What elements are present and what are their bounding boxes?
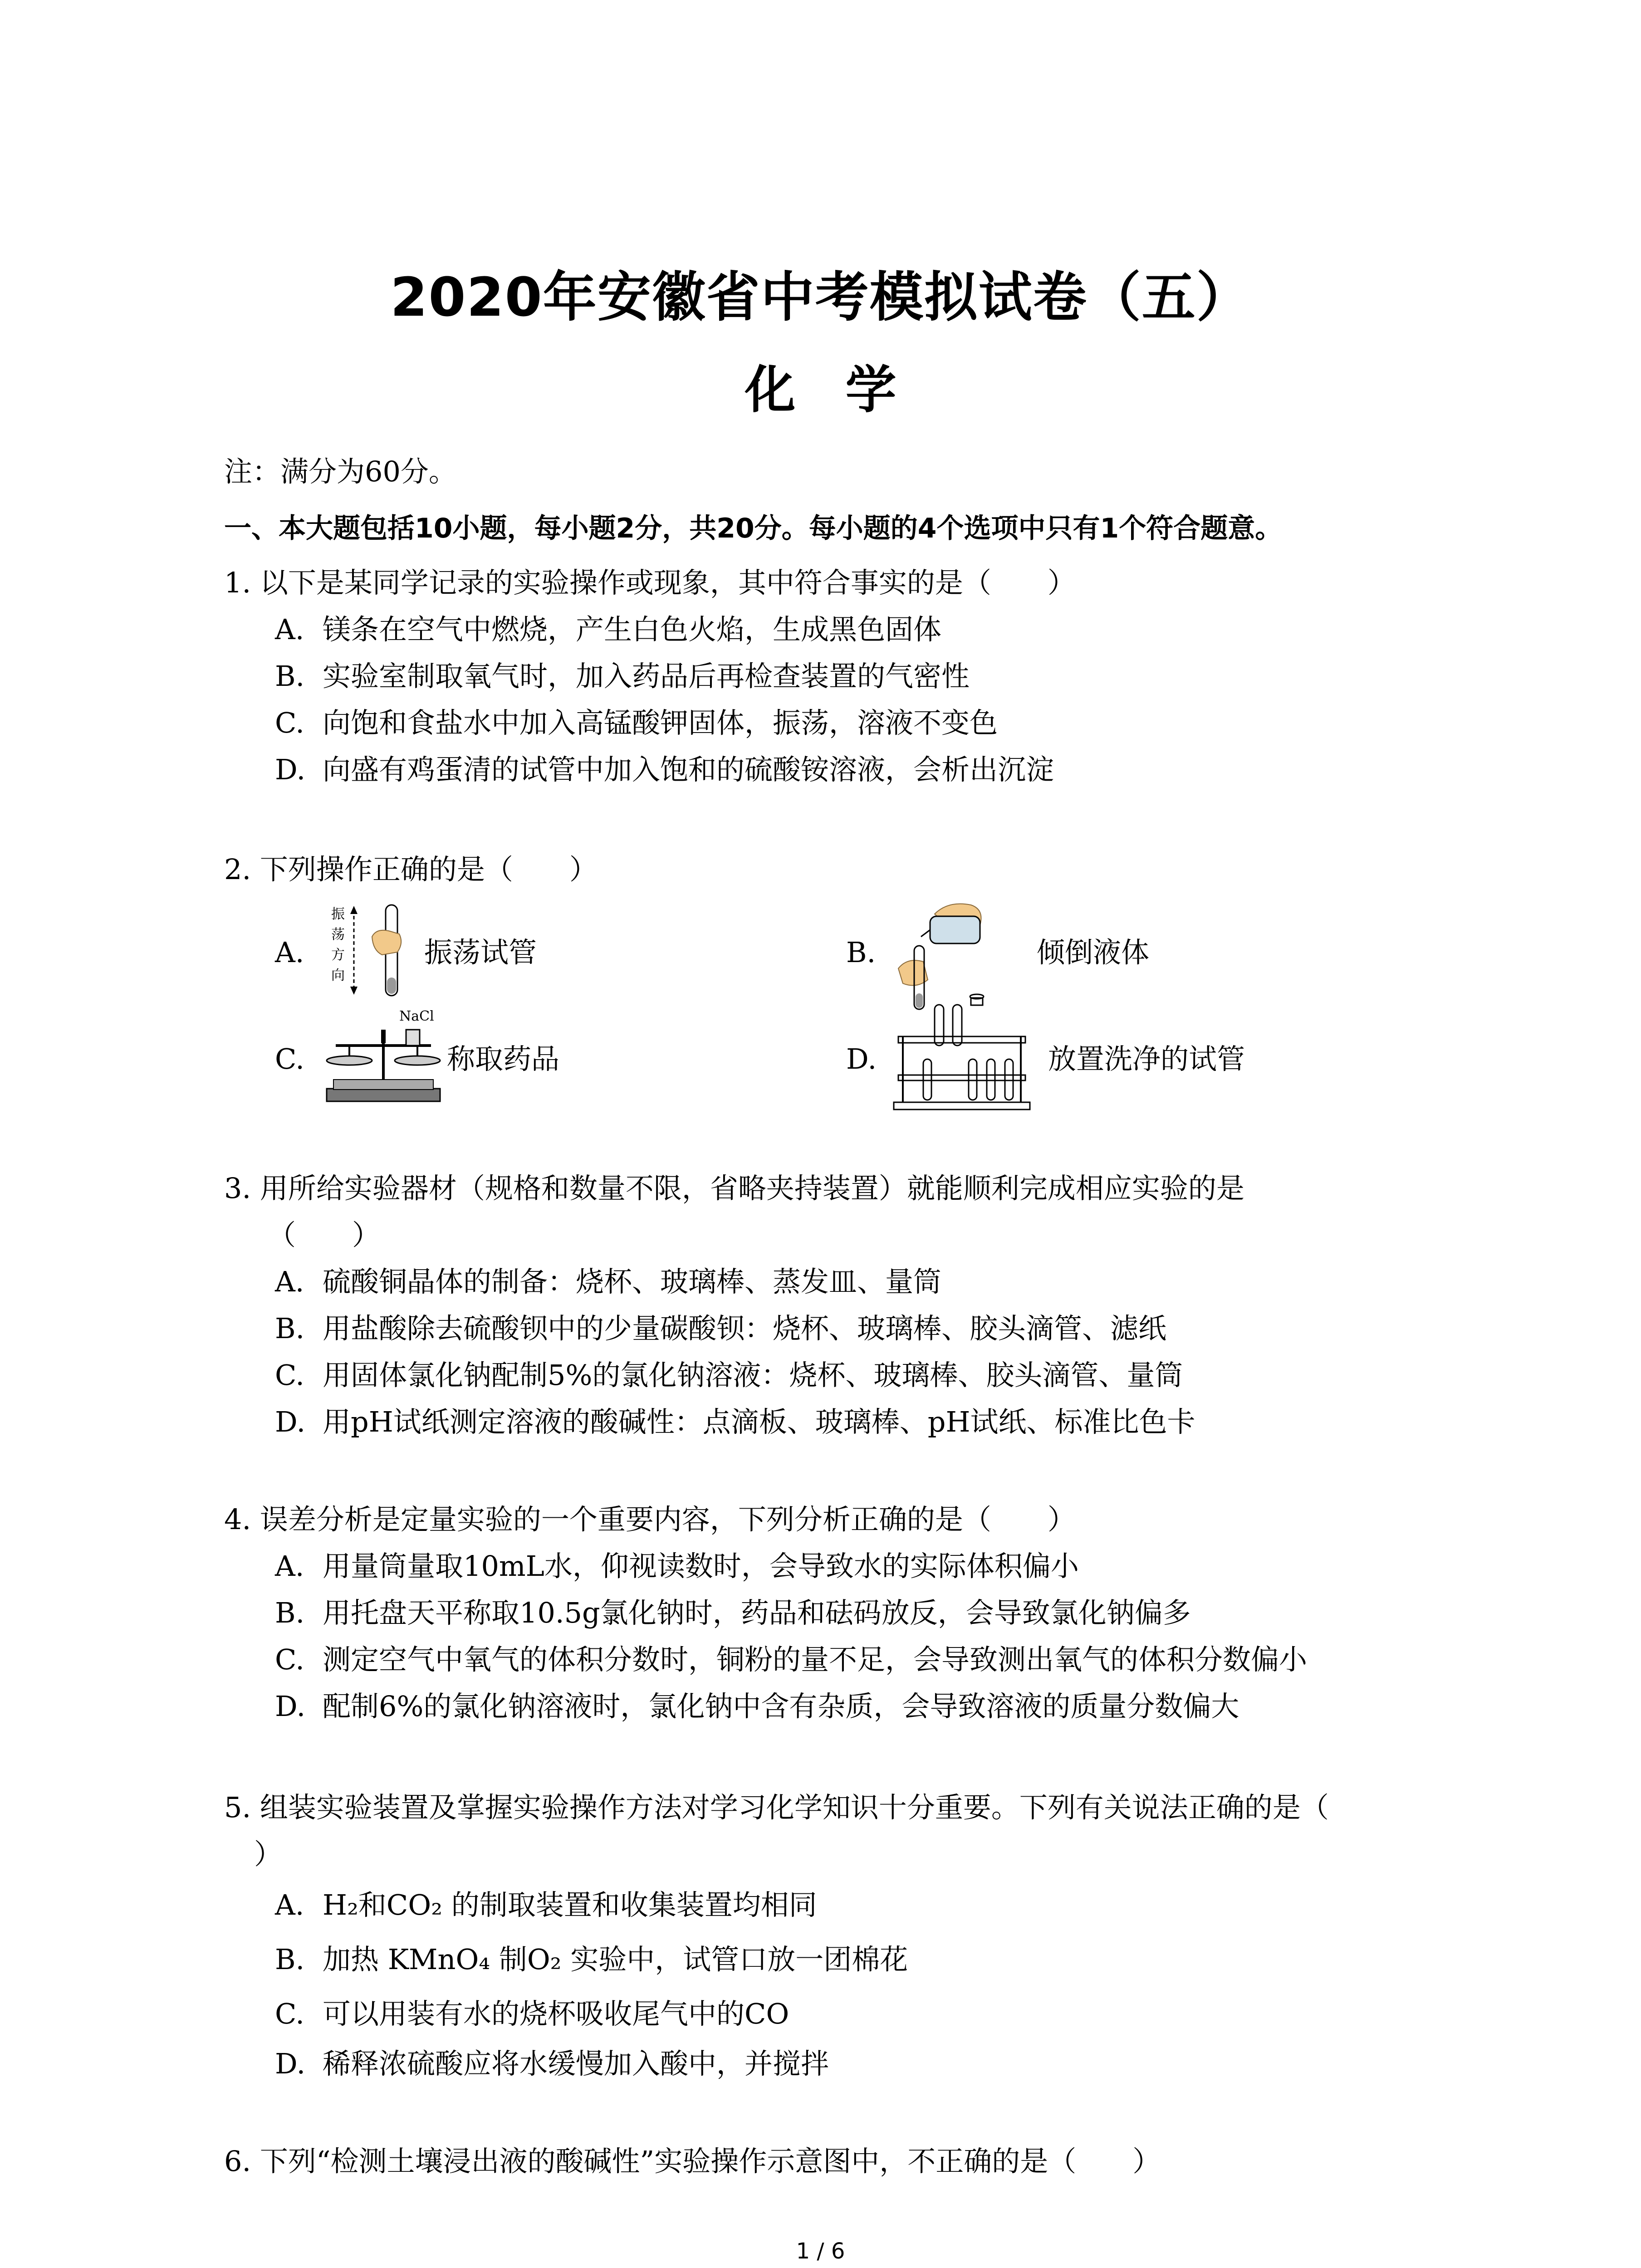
option-letter: A.: [275, 1549, 304, 1583]
option-text: 实验室制取氧气时，加入药品后再检查装置的气密性: [323, 660, 970, 693]
option-letter: A.: [275, 1888, 304, 1921]
fig-a-label-2: 荡: [331, 927, 345, 943]
option-text: 加热 KMnO₄ 制O₂ 实验中，试管口放一团棉花: [323, 1943, 908, 1976]
question-4-option-c: [275, 1642, 1307, 1678]
question-5-stem-cont: ）: [254, 1838, 283, 1871]
option-letter: C.: [275, 1359, 304, 1392]
option-text: 稀释浓硫酸应将水缓慢加入酸中，并搅拌: [323, 2047, 829, 2080]
question-3-stem: 3. 用所给实验器材（规格和数量不限，省略夹持装置）就能顺利完成相应实验的是: [224, 1172, 1244, 1205]
score-note: 注：满分为60分。: [224, 455, 457, 488]
option-letter: C.: [275, 706, 304, 739]
option-text: 向饱和食盐水中加入高锰酸钾固体，振荡，溶液不变色: [323, 706, 998, 739]
option-text: 用盐酸除去硫酸钡中的少量碳酸钡：烧杯、玻璃棒、胶头滴管、滤纸: [323, 1312, 1167, 1345]
question-2-option-a-text: 振荡试管: [424, 936, 537, 969]
exam-title: 2020年安徽省中考模拟试卷（五）: [390, 266, 1251, 328]
fig-a-label-3: 方: [331, 947, 345, 963]
test-tube-rack-figure: [889, 996, 1039, 1114]
option-letter: C.: [275, 1997, 304, 2030]
option-letter: D.: [275, 1405, 306, 1438]
question-1-option-c: [275, 705, 998, 741]
option-text: 可以用装有水的烧杯吸收尾气中的CO: [323, 1997, 789, 2030]
question-1-stem: 1. 以下是某同学记录的实验操作或现象，其中符合事实的是（ ）: [224, 566, 1076, 599]
question-5-option-c: [275, 1996, 789, 2032]
question-2-option-c-text: 称取药品: [447, 1042, 560, 1075]
section-heading: 一、本大题包括10小题，每小题2分，共20分。每小题的4个选项中只有1个符合题意。: [224, 513, 1283, 544]
option-letter: B.: [275, 660, 305, 693]
shake-test-tube-figure: [318, 900, 422, 1005]
question-3-option-c: [275, 1357, 1183, 1393]
question-1-option-a: [275, 611, 941, 648]
option-text: 用固体氯化钠配制5%的氯化钠溶液：烧杯、玻璃棒、胶头滴管、量筒: [323, 1359, 1183, 1392]
question-3-option-a: [275, 1264, 941, 1300]
question-4-option-b: [275, 1595, 1191, 1631]
option-text: 用量筒量取10mL水，仰视读数时，会导致水的实际体积偏小: [323, 1549, 1079, 1583]
option-text: 向盛有鸡蛋清的试管中加入饱和的硫酸铵溶液，会析出沉淀: [323, 753, 1054, 786]
option-text: 用托盘天平称取10.5g氯化钠时，药品和砝码放反，会导致氯化钠偏多: [323, 1596, 1191, 1629]
question-2-stem: 2. 下列操作正确的是（ ）: [224, 853, 598, 886]
option-text: 配制6%的氯化钠溶液时，氯化钠中含有杂质，会导致溶液的质量分数偏大: [323, 1690, 1239, 1723]
question-5-option-b: [275, 1941, 908, 1978]
question-2-option-b-text: 倾倒液体: [1037, 936, 1150, 969]
option-text: H₂和CO₂ 的制取装置和收集装置均相同: [323, 1888, 817, 1921]
question-2-option-c-letter: C.: [275, 1042, 304, 1075]
question-6-stem: 6. 下列“检测土壤浸出液的酸碱性”实验操作示意图中，不正确的是（ ）: [224, 2145, 1161, 2178]
option-text: 用pH试纸测定溶液的酸碱性：点滴板、玻璃棒、pH试纸、标准比色卡: [323, 1405, 1195, 1438]
subject-title: 化学: [745, 361, 946, 420]
option-letter: B.: [275, 1312, 305, 1345]
option-letter: B.: [275, 1596, 305, 1629]
fig-c-nacl-label: NaCl: [399, 1008, 434, 1024]
question-3-stem-cont: （ ）: [268, 1218, 381, 1251]
question-5-option-d: [275, 2046, 829, 2082]
question-2-option-b-letter: B.: [846, 936, 876, 969]
question-1-option-b: [275, 658, 970, 694]
page-number: 1 / 6: [796, 2239, 845, 2264]
option-letter: C.: [275, 1643, 304, 1676]
question-4-option-a: [275, 1548, 1079, 1584]
option-letter: D.: [275, 753, 306, 786]
option-letter: D.: [275, 1690, 306, 1723]
question-3-option-d: [275, 1404, 1195, 1440]
fig-a-label-4: 向: [331, 968, 345, 983]
option-letter: A.: [275, 613, 304, 646]
balance-scale-figure: [318, 1002, 449, 1107]
fig-a-label-1: 振: [331, 906, 345, 922]
question-4-stem: 4. 误差分析是定量实验的一个重要内容，下列分析正确的是（ ）: [224, 1503, 1076, 1536]
option-text: 镁条在空气中燃烧，产生白色火焰，生成黑色固体: [323, 613, 942, 646]
option-letter: D.: [275, 2047, 306, 2080]
option-text: 测定空气中氧气的体积分数时，铜粉的量不足，会导致测出氧气的体积分数偏小: [323, 1643, 1308, 1676]
question-2-option-d-text: 放置洗净的试管: [1048, 1042, 1245, 1075]
option-letter: B.: [275, 1943, 305, 1976]
question-5-option-a: [275, 1887, 817, 1923]
question-5-stem: 5. 组装实验装置及掌握实验操作方法对学习化学知识十分重要。下列有关说法正确的是（: [224, 1791, 1329, 1824]
option-letter: A.: [275, 1265, 304, 1298]
question-2-option-a-letter: A.: [275, 936, 304, 969]
option-text: 硫酸铜晶体的制备：烧杯、玻璃棒、蒸发皿、量筒: [323, 1265, 942, 1298]
question-3-option-b: [275, 1310, 1166, 1347]
question-4-option-d: [275, 1688, 1239, 1725]
question-1-option-d: [275, 752, 1054, 788]
question-2-option-d-letter: D.: [846, 1042, 877, 1075]
